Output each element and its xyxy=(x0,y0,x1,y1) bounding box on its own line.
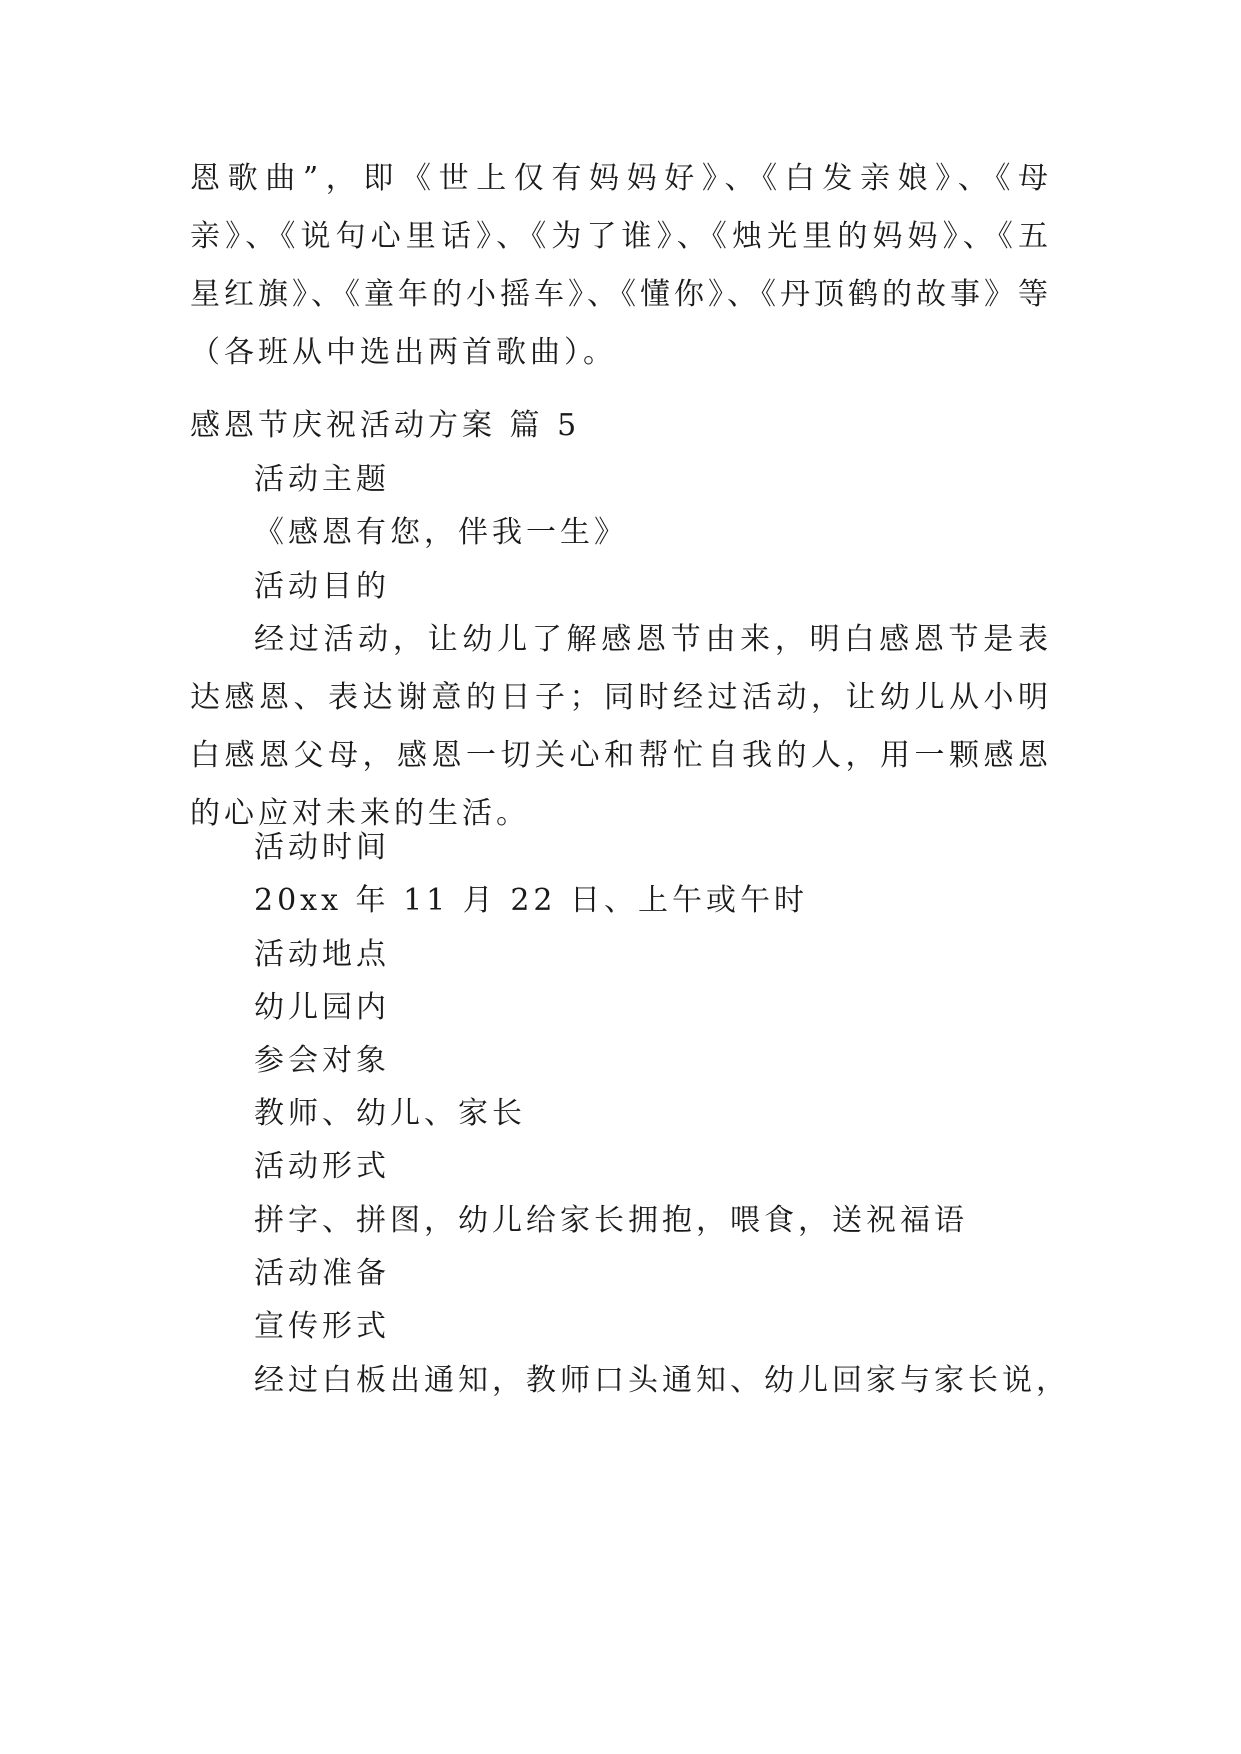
form-heading: 活动形式 xyxy=(254,1149,390,1184)
participants-text: 教师、幼儿、家长 xyxy=(254,1096,526,1131)
theme-heading: 活动主题 xyxy=(254,462,390,497)
section-title: 感恩节庆祝活动方案 篇 5 xyxy=(190,408,581,443)
publicity-heading: 宣传形式 xyxy=(254,1309,390,1344)
purpose-heading: 活动目的 xyxy=(254,569,390,604)
participants-heading: 参会对象 xyxy=(254,1043,390,1078)
theme-text: 《感恩有您，伴我一生》 xyxy=(254,515,628,550)
place-heading: 活动地点 xyxy=(254,937,390,972)
intro-paragraph: 恩歌曲”，即《世上仅有妈妈好》、《白发亲娘》、《母亲》、《说句心里话》、《为了谁》、《烛光里的妈妈》、《五星红旗》、《童年的小摇车》、《懂你》、《丹顶鹤的故事》等（各班从中选出两首歌曲）。 xyxy=(190,161,1052,370)
publicity-text: 经过白板出通知，教师口头通知、幼儿回家与家长说， xyxy=(254,1363,1070,1398)
prep-heading: 活动准备 xyxy=(254,1256,390,1291)
place-text: 幼儿园内 xyxy=(254,990,390,1025)
time-text: 20xx 年 11 月 22 日、上午或午时 xyxy=(254,883,809,918)
form-text: 拼字、拼图，幼儿给家长拥抱，喂食，送祝福语 xyxy=(254,1203,968,1238)
time-heading: 活动时间 xyxy=(254,830,390,865)
purpose-paragraph: 经过活动，让幼儿了解感恩节由来，明白感恩节是表达感恩、表达谢意的日子；同时经过活动，让幼儿从小明白感恩父母，感恩一切关心和帮忙自我的人，用一颗感恩的心应对未来的生活。 xyxy=(190,622,1052,831)
